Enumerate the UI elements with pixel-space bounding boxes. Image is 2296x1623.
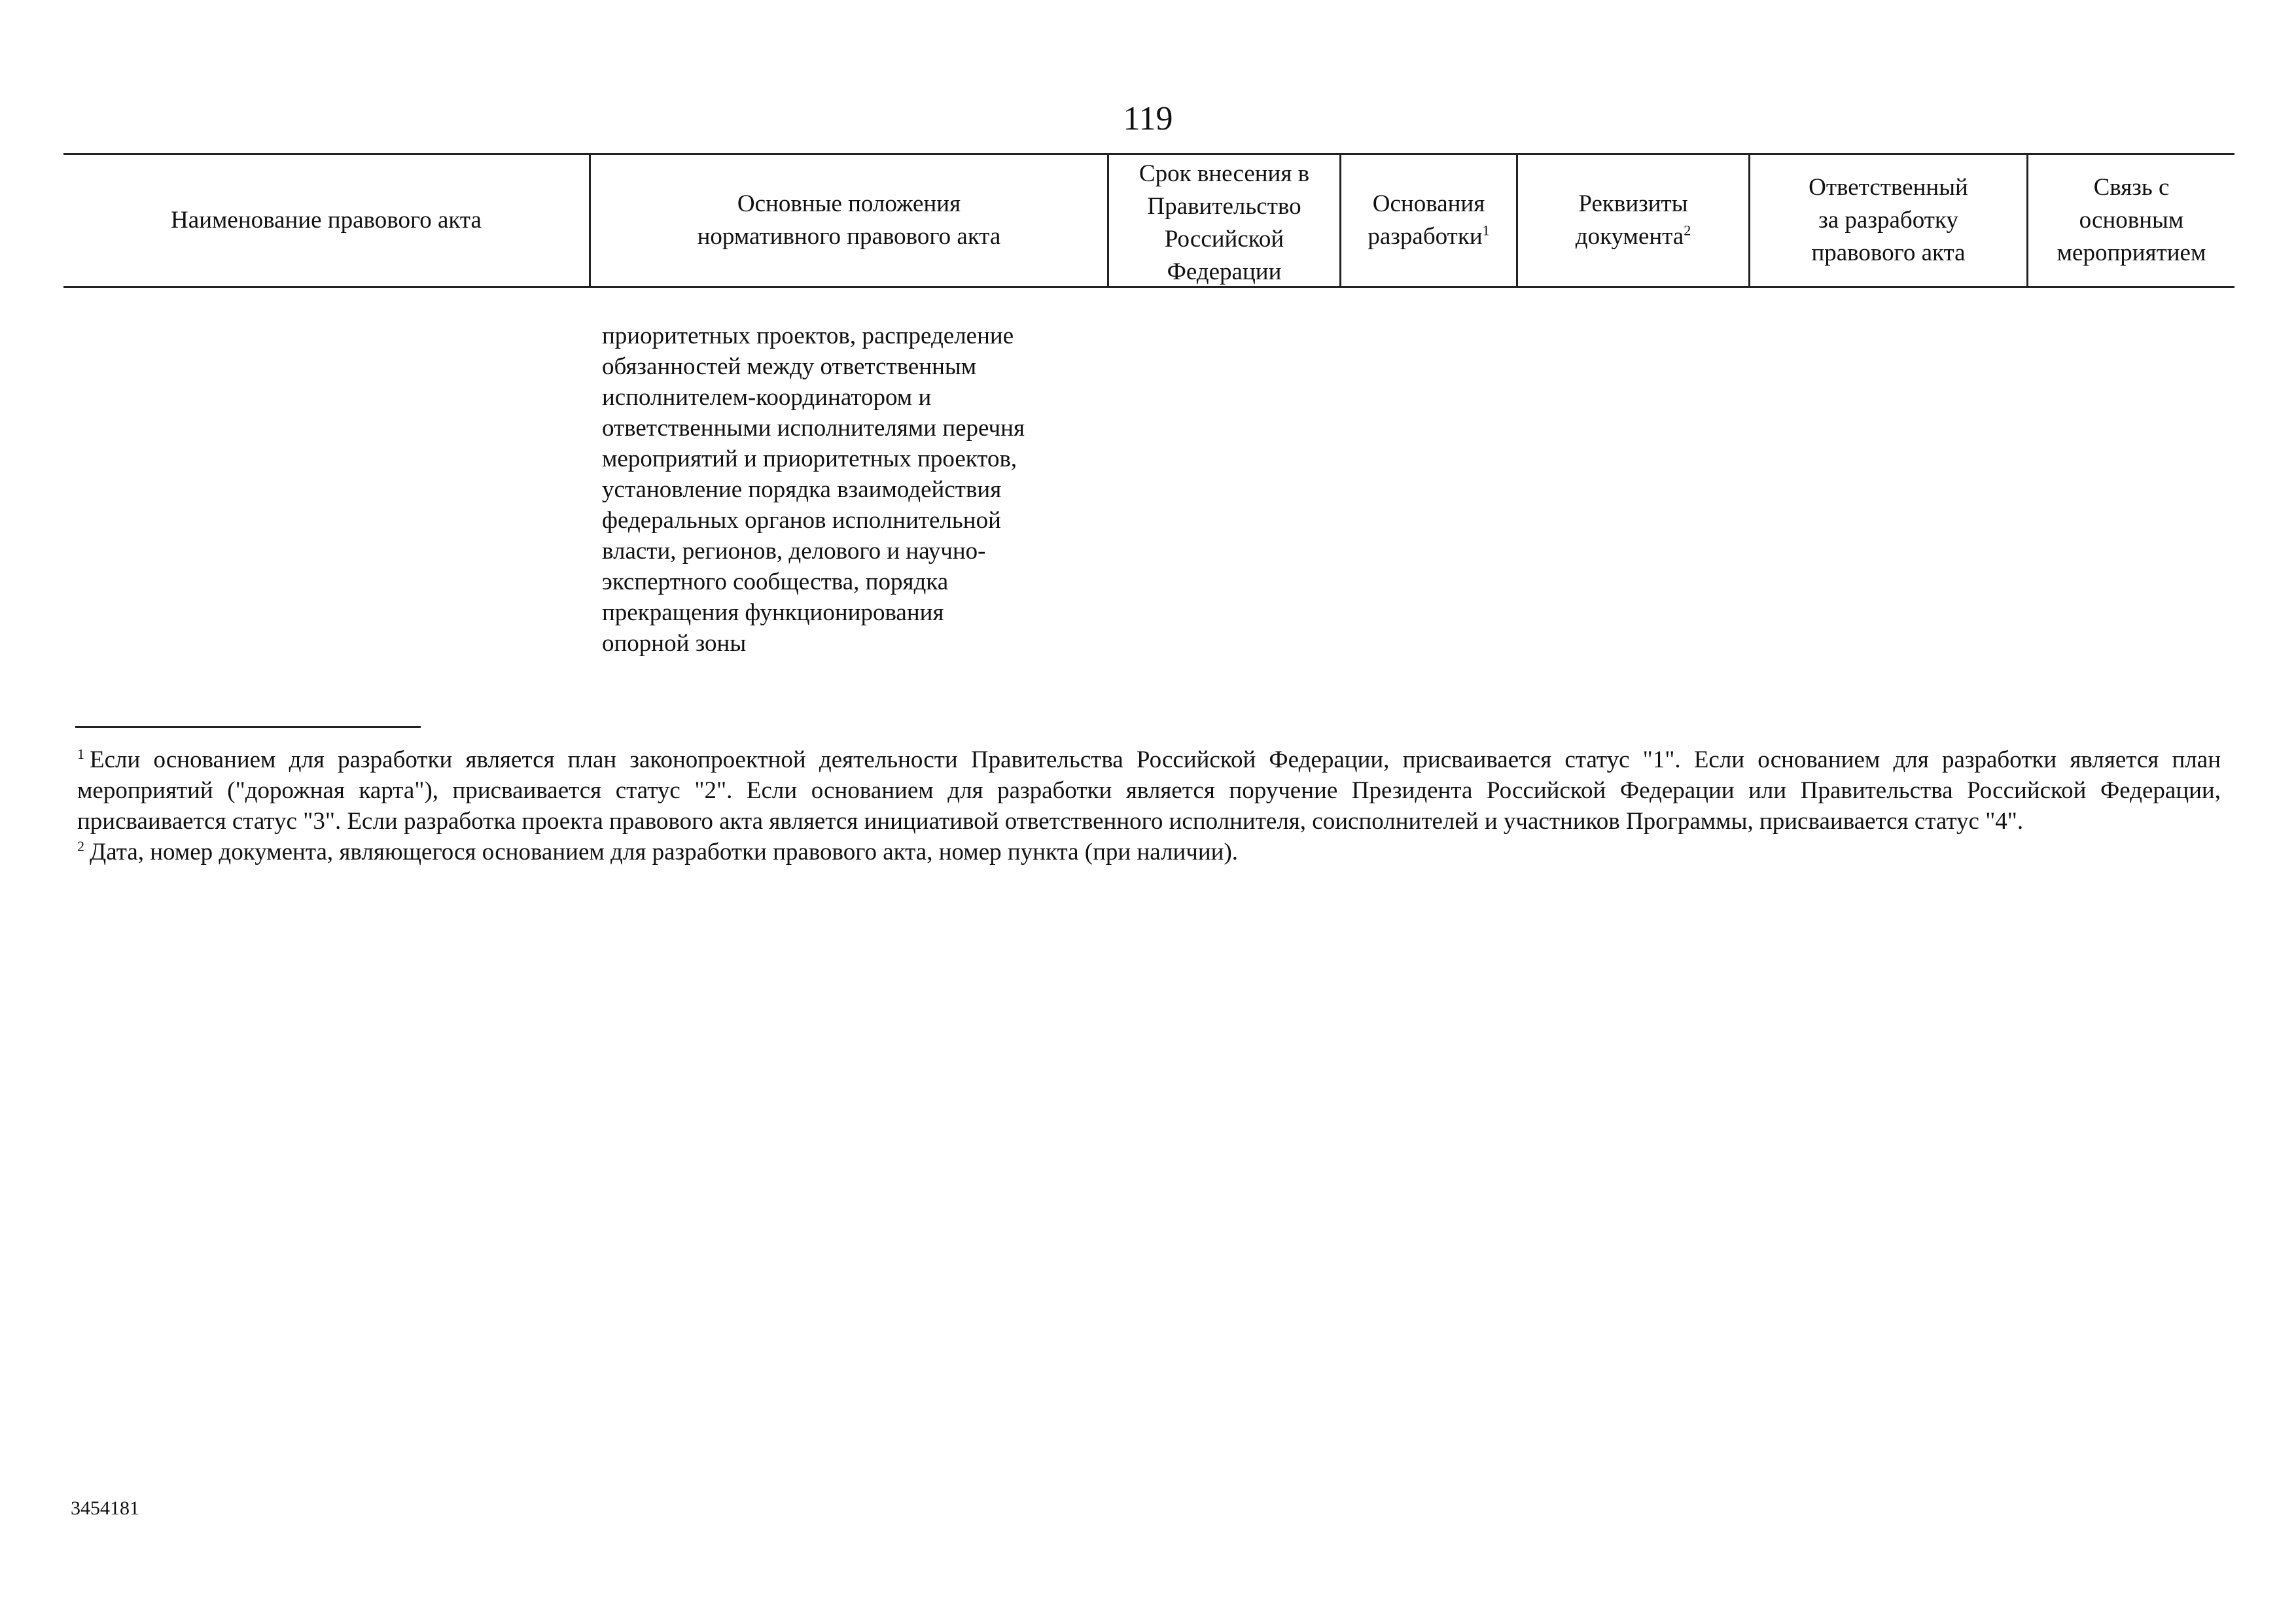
header-label: за разработку xyxy=(1818,207,1958,234)
header-label: правового акта xyxy=(1811,239,1966,266)
header-cell-details xyxy=(1516,155,1748,286)
header-label: Правительство xyxy=(1147,193,1301,220)
text-line: исполнителем-координатором и xyxy=(602,384,932,411)
header-cell-responsible xyxy=(1748,155,2026,286)
page-number: 119 xyxy=(1123,100,1173,137)
header-label-group xyxy=(2057,171,2206,270)
provisions-cell-text xyxy=(602,321,1099,659)
header-cell-act-name xyxy=(63,155,589,286)
footnote-ref: 1 xyxy=(1482,222,1490,239)
header-label-group xyxy=(1139,158,1309,288)
header-label: Федерации xyxy=(1167,258,1282,285)
header-label xyxy=(1576,220,1691,253)
footnote-2 xyxy=(77,837,2221,867)
header-label: Основные положения xyxy=(737,190,961,217)
footnote-ref: 2 xyxy=(1684,222,1691,239)
footnote-marker: 1 xyxy=(77,745,84,762)
header-label: основным xyxy=(2079,207,2184,234)
header-label: Связь с xyxy=(2093,174,2170,201)
footnote-1 xyxy=(77,744,2221,837)
header-label: Срок внесения в xyxy=(1139,160,1310,187)
footnote-divider xyxy=(75,726,421,728)
header-label xyxy=(1368,220,1489,253)
text-line: экспертного сообщества, порядка xyxy=(602,568,949,595)
header-label: Реквизиты xyxy=(1578,190,1688,217)
header-cell-grounds xyxy=(1339,155,1516,286)
header-label-group xyxy=(1809,171,1968,270)
text-line: федеральных органов исполнительной xyxy=(602,507,1001,534)
header-label-group xyxy=(698,188,1001,253)
document-id: 3454181 xyxy=(71,1497,139,1519)
text-line: обязанностей между ответственным xyxy=(602,353,977,380)
header-label: Основания xyxy=(1372,190,1485,217)
footnote-marker: 2 xyxy=(77,837,84,854)
header-label: нормативного правового акта xyxy=(697,223,1001,250)
text-line: опорной зоны xyxy=(602,630,747,657)
text-line: мероприятий и приоритетных проектов, xyxy=(602,445,1017,472)
text-line: власти, регионов, делового и научно- xyxy=(602,538,986,565)
header-cell-link xyxy=(2026,155,2234,286)
table-header xyxy=(63,153,2234,288)
header-label-text: документа xyxy=(1575,223,1684,250)
footnotes xyxy=(77,744,2221,867)
footnote-text: Если основанием для разработки является план законопроектной деятельности Правительства Российской Федерации, присваивается статус "1". Если основанием для разработки является план мероприятий ("дорожная карта"), присваивается статус "2". Если основанием для разработки является поручение Президента Российской Федерации или Правительства Российской Федерации, присваивается статус "3". Если разработка проекта правового акта является инициативой ответственного исполнителя, соисполнителей и участников Программы, присваивается статус "4". xyxy=(77,746,2221,835)
footnote-text: Дата, номер документа, являющегося основанием для разработки правового акта, номер пункта (при наличии). xyxy=(90,839,1239,865)
header-label: Наименование правового акта xyxy=(171,207,482,234)
header-label: Ответственный xyxy=(1809,174,1968,201)
header-label: мероприятием xyxy=(2057,239,2206,266)
header-cell-deadline xyxy=(1107,155,1339,286)
header-label-text: разработки xyxy=(1368,223,1483,250)
header-label-group xyxy=(1368,188,1489,253)
text-line: приоритетных проектов, распределение xyxy=(602,323,1014,349)
text-line: прекращения функционирования xyxy=(602,599,944,626)
header-cell-provisions xyxy=(589,155,1107,286)
header-label-group xyxy=(1576,188,1691,253)
text-line: установление порядка взаимодействия xyxy=(602,476,1002,503)
header-label: Российской xyxy=(1164,226,1284,253)
text-line: ответственными исполнителями перечня xyxy=(602,415,1025,442)
